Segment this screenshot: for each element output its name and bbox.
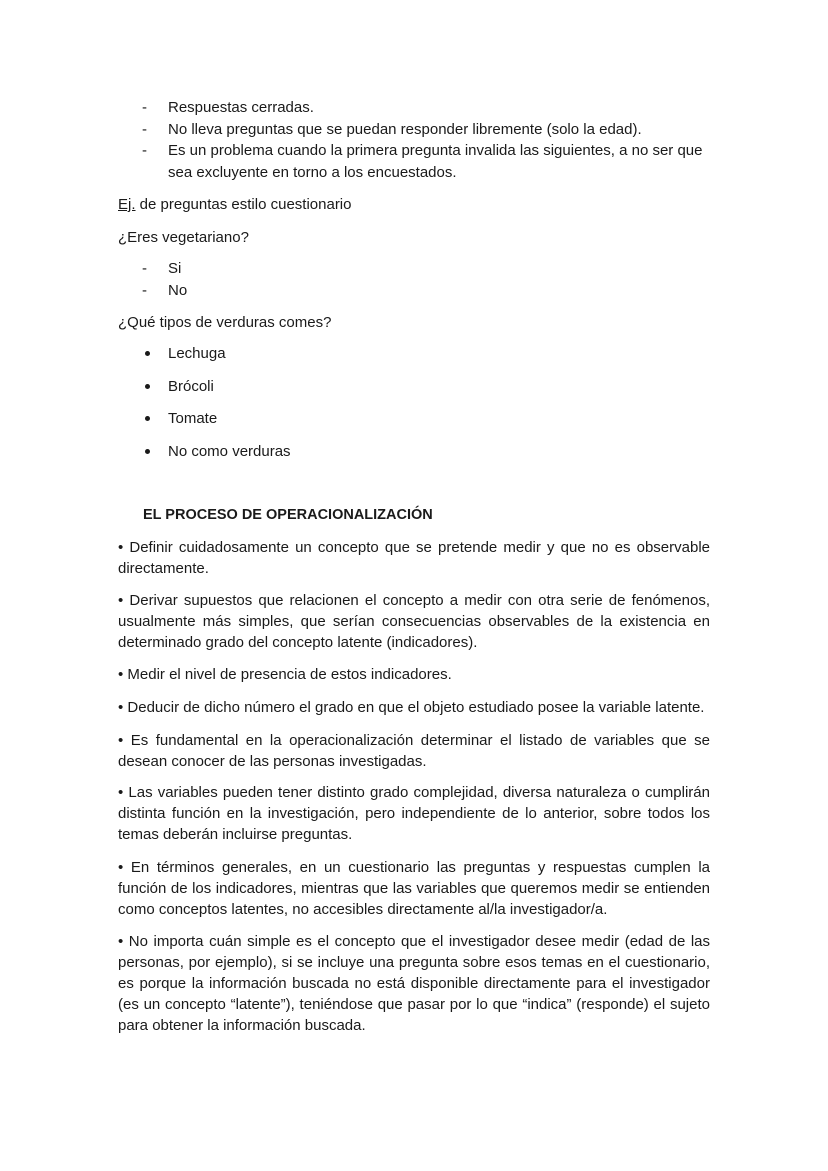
list-item: - No lleva preguntas que se puedan responder libremente (solo la edad). [118, 119, 718, 141]
paragraph: • Las variables pueden tener distinto grado complejidad, diversa naturaleza o cumplirán distinta función en la investigación, pero independiente de lo anterior, sobre todos los temas deberán incluirse preguntas. [118, 784, 710, 843]
list-item: - Es un problema cuando la primera pregunta invalida las siguientes, a no ser que sea excluyente en torno a los encuestados. [118, 140, 718, 183]
paragraph: • Derivar supuestos que relacionen el concepto a medir con otra serie de fenómenos, usualmente más simples, que serían consecuencias observables de la existencia en determinado grado del concepto latente (indicadores). [118, 592, 710, 651]
option-item: - Si [118, 258, 718, 280]
paragraph: • Medir el nivel de presencia de estos indicadores. [118, 666, 452, 683]
example-abbr: Ej. [118, 196, 136, 213]
paragraph: • No importa cuán simple es el concepto que el investigador desee medir (edad de las personas, por ejemplo), si se incluye una pregunta sobre esos temas en el cuestionario, es porque la información buscada no está disponible directamente para el investigador (es un concepto “latente”), teniéndose que pasar por lo que “indica” (responde) el sujeto para obtener la información buscada. [118, 933, 710, 1034]
list-item: - Respuestas cerradas. [118, 97, 718, 119]
section-heading: EL PROCESO DE OPERACIONALIZACIÓN [143, 507, 433, 523]
paragraph: • Definir cuidadosamente un concepto que se pretende medir y que no es observable directamente. [118, 539, 710, 577]
question-1-options [118, 258, 718, 301]
option-item: Tomate [118, 408, 718, 441]
example-label [118, 194, 352, 215]
paragraph: • En términos generales, en un cuestionario las preguntas y respuestas cumplen la función de los indicadores, mientras que las variables que queremos medir se entienden como conceptos latentes, no accesibles directamente al/la investigador/a. [118, 859, 710, 918]
option-item: Brócoli [118, 376, 718, 409]
example-text: de preguntas estilo cuestionario [135, 196, 352, 213]
intro-list [118, 97, 718, 183]
option-item: No como verduras [118, 441, 718, 474]
option-item: - No [118, 280, 718, 302]
question-1: ¿Eres vegetariano? [118, 229, 249, 246]
question-2-options [118, 343, 718, 473]
paragraph: • Deducir de dicho número el grado en que el objeto estudiado posee la variable latente. [118, 699, 705, 716]
option-item: Lechuga [118, 343, 718, 376]
paragraph: • Es fundamental en la operacionalización determinar el listado de variables que se desean conocer de las personas investigadas. [118, 732, 710, 770]
question-2: ¿Qué tipos de verduras comes? [118, 314, 332, 331]
